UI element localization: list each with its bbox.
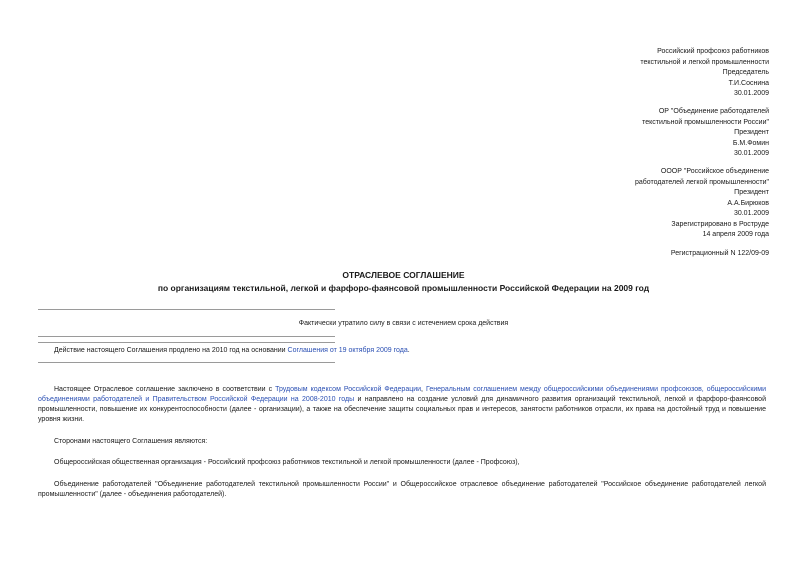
registration-line: Зарегистрировано в Роструде (671, 220, 769, 228)
labor-code-link[interactable]: Трудовым кодексом Российской Федерации (275, 386, 422, 393)
signature-date: 30.01.2009 (733, 90, 769, 97)
extension-text: Действие настоящего Соглашения продлено на 2010 год на основании (54, 347, 288, 354)
signature-date: 30.01.2009 (733, 210, 769, 217)
preamble-text: Настоящее Отраслевое соглашение заключено в соответствии с (54, 386, 276, 393)
general-agreement-link[interactable]: Генеральным соглашением между общероссийскими объединениями профсоюзов, общероссийскими объединениями работодателей и Правительством Российской Федерации на 2008-2010 годы (38, 386, 767, 403)
signature-block-light-industry-employers (635, 167, 769, 241)
extension-agreement-link[interactable]: Соглашения от 19 октября 2009 года (287, 347, 408, 354)
registration-date: 14 апреля 2009 года (702, 231, 769, 238)
paragraph-party-union: Общероссийская общественная организация - Российский профсоюз работников текстильной и легкой промышленности (далее - Профсоюз), (54, 459, 520, 466)
preamble-separator: , (421, 386, 426, 393)
extension-notice (54, 347, 410, 354)
signature-org-line: Российский профсоюз работников (657, 48, 769, 55)
signature-org-line: ОР "Объединение работодателей (658, 108, 769, 115)
document-subtitle: по организациям текстильной, легкой и фарфоро-фаянсовой промышленности Российской Федерации на 2009 год (157, 283, 650, 293)
signature-block-textile-employers (642, 107, 769, 160)
signature-org-line: ОООР "Российское объединение (660, 168, 769, 175)
document-title: ОТРАСЛЕВОЕ СОГЛАШЕНИЕ (342, 270, 465, 280)
signature-date: 30.01.2009 (733, 150, 769, 157)
signature-name: А.А.Бирюков (727, 199, 769, 207)
extension-suffix: . (407, 347, 410, 354)
expired-notice: Фактически утратило силу в связи с истечением срока действия (298, 320, 509, 327)
divider (38, 336, 335, 337)
signature-position: Председатель (722, 69, 769, 76)
registration-number: Регистрационный N 122/09-09 (670, 250, 769, 257)
divider (38, 362, 335, 363)
signature-position: Президент (734, 189, 769, 196)
signature-org-line: работодателей легкой промышленности" (634, 178, 769, 186)
signature-position: Президент (734, 129, 769, 136)
preamble-text-continued: и направлено на создание условий для динамичного развития организаций текстильной, легкой и фарфоро-фаянсовой промышленности, повышение их конкурентоспособности (далее - организации), а также на обеспечение защиты социальных прав и интересов, занятости работников отрасли, их права на достойный труд и повышение уровня жизни. (38, 396, 766, 423)
paragraph-parties-intro: Сторонами настоящего Соглашения являются: (54, 438, 208, 445)
signature-block-union (640, 47, 769, 100)
divider (38, 342, 335, 343)
paragraph-preamble (38, 385, 766, 425)
divider (38, 309, 335, 310)
paragraph-party-employers: Объединение работодателей "Объединение работодателей текстильной промышленности России" и Общероссийское отраслевое объединение работодателей "Российское объединение работодателей легкой промышленности" (далее - объединения работодателей). (38, 481, 766, 498)
signature-org-line: текстильной промышленности России" (642, 118, 769, 126)
signature-name: Т.И.Соснина (728, 79, 769, 87)
signature-name: Б.М.Фомин (732, 139, 769, 147)
signature-org-line: текстильной и легкой промышленности (640, 58, 769, 66)
